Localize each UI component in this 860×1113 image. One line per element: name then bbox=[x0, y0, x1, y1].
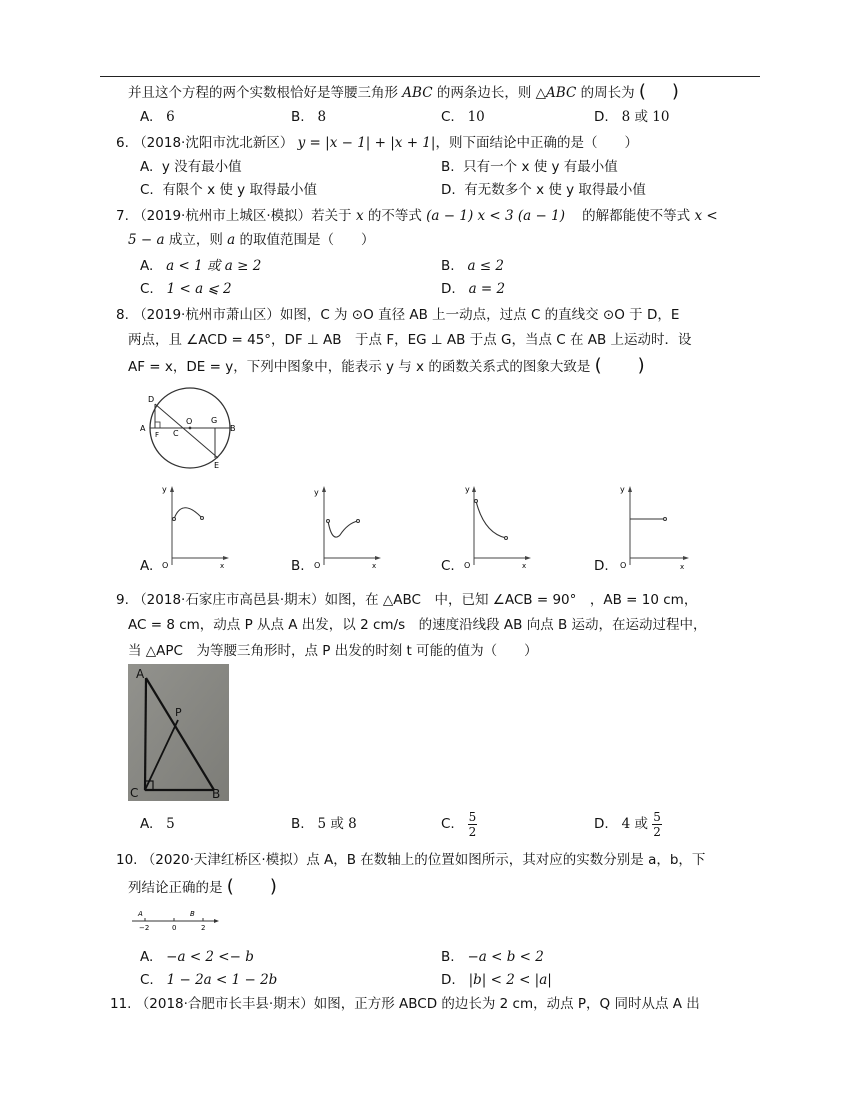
svg-text:A: A bbox=[140, 424, 146, 433]
q5-stem: 并且这个方程的两个实数根恰好是等腰三角形 ABC 的两条边长，则 △ABC 的周长为 ( ) bbox=[128, 81, 679, 102]
q9-stem-line1: 9. （2018·石家庄市高邑县·期末）如图，在 △ABC 中，已知 ∠ACB = 90° ，AB = 10 cm， bbox=[116, 592, 698, 608]
q6-stem: 6. （2018·沈阳市沈北新区） y = |x − 1| + |x + 1|，则下面结论中正确的是（ ） bbox=[116, 135, 638, 151]
svg-text:0: 0 bbox=[172, 924, 177, 932]
q8-stem-line1: 8. （2019·杭州市萧山区）如图，C 为 ⊙O 直径 AB 上一动点，过点 C 的直线交 ⊙O 于 D，E bbox=[116, 307, 680, 323]
q9-option-b[interactable]: B. 5 或 8 bbox=[291, 816, 357, 832]
q11-stem-line1: 11. （2018·合肥市长丰县·期末）如图，正方形 ABCD 的边长为 2 cm，动点 P，Q 同时从点 A 出 bbox=[110, 996, 700, 1012]
svg-text:B: B bbox=[212, 787, 221, 801]
svg-text:B: B bbox=[230, 424, 236, 433]
svg-text:y: y bbox=[162, 485, 167, 494]
q8-stem-line3: AF = x，DE = y，下列中图象中，能表示 y 与 x 的函数关系式的图象大致是 ( ) bbox=[128, 355, 645, 376]
q7-stem-line1: 7. （2019·杭州市上城区·模拟）若关于 x 的不等式 (a − 1) x < 3 (a − 1) 的解都能使不等式 x < bbox=[116, 208, 718, 224]
q8-option-c[interactable]: C. bbox=[441, 558, 455, 574]
q8-stem-line2: 两点，且 ∠ACD = 45°，DF ⊥ AB 于点 F，EG ⊥ AB 于点 G，当点 C 在 AB 上运动时．设 bbox=[128, 332, 692, 348]
svg-text:A: A bbox=[138, 910, 143, 918]
q5-option-d[interactable]: D. 8 或 10 bbox=[594, 109, 670, 125]
q10-option-a[interactable]: A. −a < 2 <− b bbox=[140, 949, 254, 965]
q8-option-a[interactable]: A. bbox=[140, 558, 154, 574]
svg-text:O: O bbox=[314, 561, 321, 570]
q10-option-b[interactable]: B. −a < b < 2 bbox=[441, 949, 544, 965]
svg-text:x: x bbox=[522, 562, 527, 570]
q9-option-a[interactable]: A. 5 bbox=[140, 816, 175, 832]
q6-option-a[interactable]: A. y 没有最小值 bbox=[140, 159, 242, 175]
q8-graph-d bbox=[618, 483, 690, 573]
svg-text:B: B bbox=[190, 910, 195, 918]
svg-text:y: y bbox=[314, 488, 319, 497]
q8-option-b[interactable]: B. bbox=[291, 558, 305, 574]
q9-triangle-photo bbox=[128, 664, 229, 801]
svg-text:D: D bbox=[148, 395, 155, 404]
q7-option-b[interactable]: B. a ≤ 2 bbox=[441, 258, 504, 274]
q10-stem-line1: 10. （2020·天津红桥区·模拟）点 A，B 在数轴上的位置如图所示，其对应的实数分别是 a，b，下 bbox=[116, 852, 706, 868]
svg-text:x: x bbox=[220, 562, 225, 570]
q8-graph-c bbox=[462, 483, 532, 573]
header-rule bbox=[100, 76, 760, 77]
q7-option-a[interactable]: A. a < 1 或 a ≥ 2 bbox=[140, 258, 262, 274]
svg-text:E: E bbox=[214, 461, 220, 470]
svg-text:P: P bbox=[175, 706, 182, 719]
svg-text:F: F bbox=[155, 431, 160, 439]
q7-option-d[interactable]: D. a = 2 bbox=[441, 281, 506, 297]
q9-stem-line2: AC = 8 cm，动点 P 从点 A 出发，以 2 cm/s 的速度沿线段 AB 向点 B 运动，在运动过程中， bbox=[128, 617, 707, 633]
svg-text:y: y bbox=[465, 485, 470, 494]
svg-text:−2: −2 bbox=[139, 924, 150, 932]
q7-option-c[interactable]: C. 1 < a ⩽ 2 bbox=[140, 281, 232, 297]
svg-text:G: G bbox=[211, 416, 218, 425]
svg-text:y: y bbox=[620, 485, 625, 494]
q7-stem-line2: 5 − a 成立，则 a 的取值范围是（ ） bbox=[128, 232, 375, 248]
svg-text:C: C bbox=[173, 429, 179, 438]
svg-text:2: 2 bbox=[201, 924, 206, 932]
q5-option-c[interactable]: C. 10 bbox=[441, 109, 485, 125]
q9-option-d[interactable]: D. 4 或 $\frac{5}{2}$ bbox=[594, 809, 661, 839]
q5-option-b[interactable]: B. 8 bbox=[291, 109, 327, 125]
svg-text:O: O bbox=[620, 561, 627, 570]
q10-option-d[interactable]: D. |b| < 2 < |a| bbox=[441, 972, 552, 988]
svg-text:C: C bbox=[130, 786, 139, 800]
q6-option-b[interactable]: B. 只有一个 x 使 y 有最小值 bbox=[441, 159, 618, 175]
q6-option-d[interactable]: D. 有无数多个 x 使 y 取得最小值 bbox=[441, 182, 646, 198]
q9-stem-line3: 当 △APC 为等腰三角形时，点 P 出发的时刻 t 可能的值为（ ） bbox=[128, 643, 538, 659]
svg-text:A: A bbox=[136, 667, 145, 681]
q10-option-c[interactable]: C. 1 − 2a < 1 − 2b bbox=[140, 972, 278, 988]
svg-text:x: x bbox=[372, 562, 377, 570]
q6-option-c[interactable]: C. 有限个 x 使 y 取得最小值 bbox=[140, 182, 317, 198]
svg-text:O: O bbox=[186, 417, 193, 426]
q8-graph-b bbox=[312, 483, 382, 573]
q10-number-line bbox=[130, 907, 222, 933]
q8-graph-a bbox=[160, 483, 230, 573]
svg-text:O: O bbox=[464, 561, 471, 570]
q9-option-c[interactable]: C. $\frac{5}{2}$ bbox=[441, 809, 477, 839]
q8-circle-figure bbox=[138, 385, 248, 475]
q10-stem-line2: 列结论正确的是 ( ) bbox=[128, 876, 277, 897]
svg-text:x: x bbox=[680, 563, 685, 571]
q8-option-d[interactable]: D. bbox=[594, 558, 609, 574]
q5-option-a[interactable]: A. 6 bbox=[140, 109, 175, 125]
svg-text:O: O bbox=[162, 561, 169, 570]
